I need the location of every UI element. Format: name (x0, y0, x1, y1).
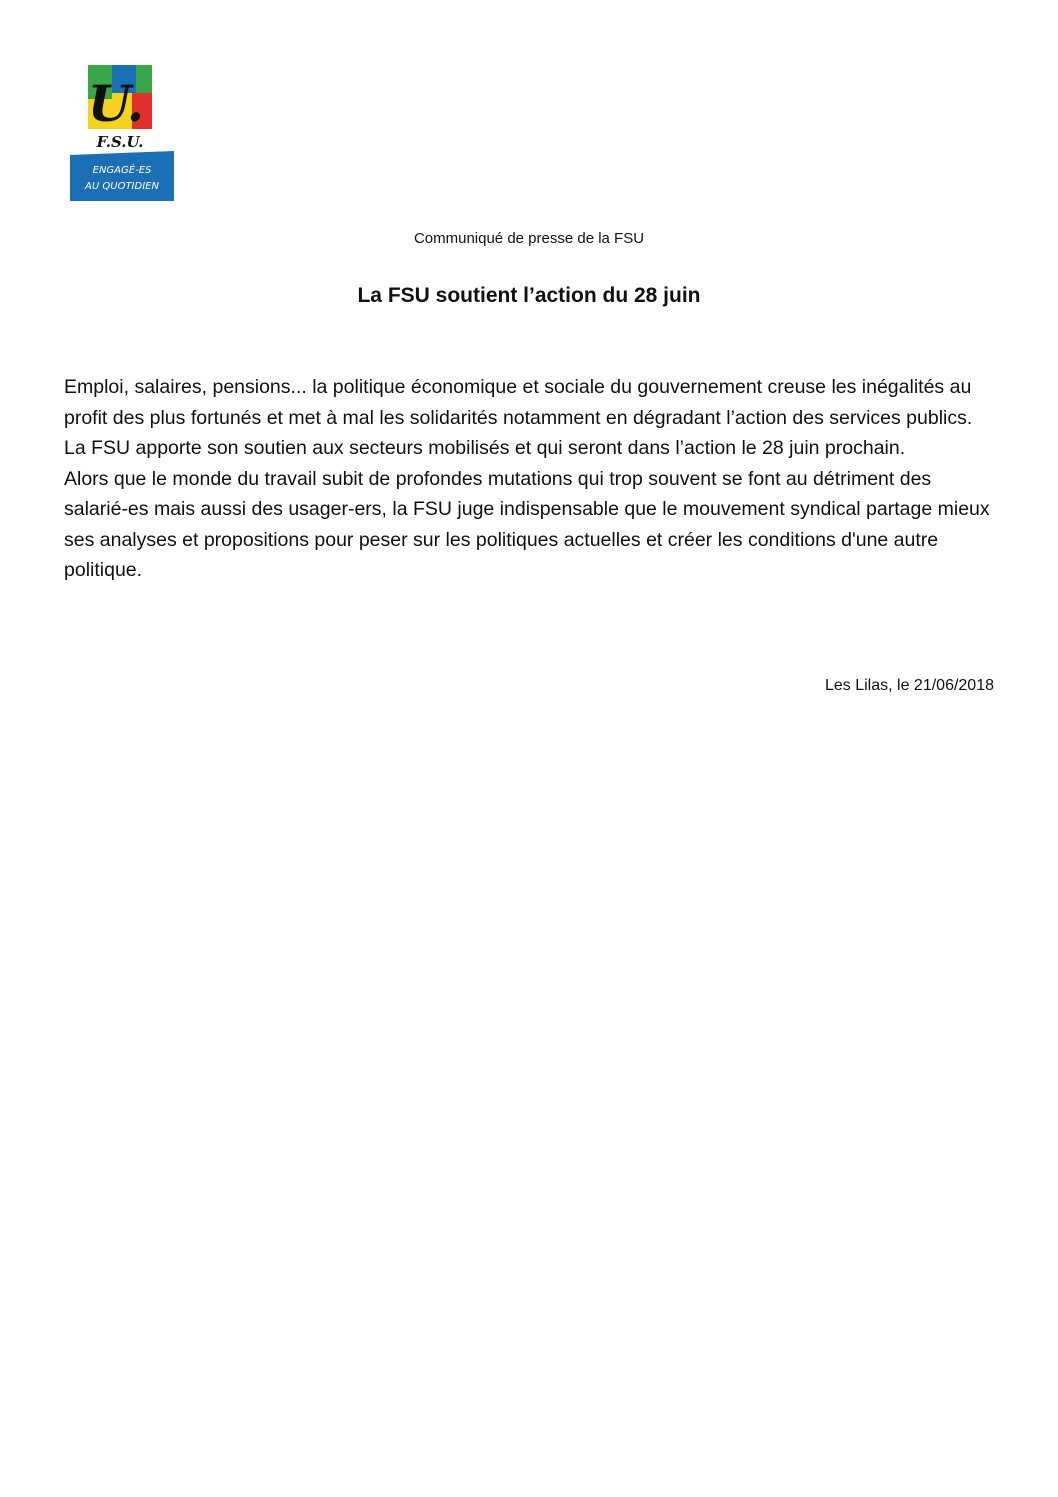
fsu-logo (70, 63, 174, 201)
logo-tagline-line2: AU QUOTIDIEN (85, 181, 159, 192)
logo-tagline-banner (70, 151, 174, 201)
logo-tagline-line1: ENGAGÉ-ES (92, 165, 152, 176)
body-paragraph: La FSU apporte son soutien aux secteurs mobilisés et qui seront dans l’action le 28 juin prochain. (64, 437, 906, 459)
document-title: La FSU soutient l’action du 28 juin (357, 284, 701, 307)
place-and-date: Les Lilas, le 21/06/2018 (824, 677, 994, 694)
fsu-logo-graphic (70, 63, 174, 201)
document-body (64, 372, 999, 586)
body-paragraph: Emploi, salaires, pensions... la politique économique et sociale du gouvernement creuse les inégalités au profit des plus fortunés et met à mal les solidarités notamment en dégradant l’action des services publics. (64, 376, 973, 429)
logo-acronym: F.S.U. (96, 133, 144, 151)
logo-letter: U. (87, 74, 145, 133)
press-release-kicker: Communiqué de presse de la FSU (413, 230, 645, 247)
body-paragraph: Alors que le monde du travail subit de profondes mutations qui trop souvent se font au détriment des salarié-es mais aussi des usager-ers, la FSU juge indispensable que le mouvement syndical partage mieux ses analyses et propositions pour peser sur les politiques actuelles et créer les conditions d'une autre politique. (64, 467, 990, 581)
